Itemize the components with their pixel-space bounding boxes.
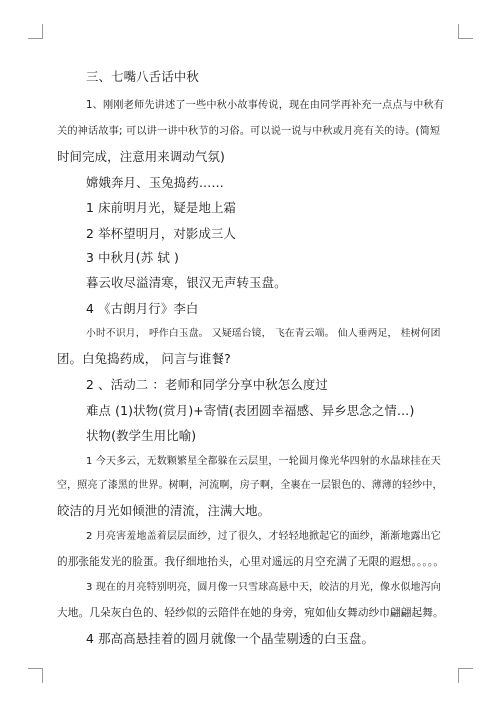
paragraph-line: 4 那高高悬挂着的圆月就像一个晶莹剔透的白玉盘。 (86, 631, 375, 646)
paragraph-line: 皎洁的月光如倾泄的清流，注满大地。 (57, 503, 271, 518)
poem-line: 团。白兔捣药成， 问言与谁餐? (57, 351, 231, 366)
crop-mark-bottom-left-h (28, 668, 43, 669)
paragraph-line: 2 月亮害羞地盖着层层面纱，过了很久，才轻轻地掀起它的面纱，渐渐地露出它 (86, 531, 441, 542)
poem-line: 1 床前明月光，疑是地上霜 (86, 200, 237, 215)
paragraph-line: 时间完成，注意用来调动气氛) (57, 149, 226, 164)
paragraph-line: 1、刚刚老师先讲述了一些中秋小故事传说，现在由同学再补充一点点与中秋有 (86, 100, 445, 111)
paragraph-line: 1 今天多云，无数颗繁星全都躲在云层里，一轮圆月像光华四射的水晶球挂在天 (86, 456, 441, 467)
poem-line: 2 举杯望明月，对影成三人 (86, 226, 237, 241)
paragraph-line: 难点 (1)状物(赏月)+寄情(表团圆幸福感、异乡思念之情…) (86, 403, 415, 418)
crop-mark-bottom-right-v (458, 668, 459, 683)
poem-line: 小时不识月， 呼作白玉盘。 又疑瑶台镜， 飞在青云端。 仙人垂两足， 桂树何团 (86, 328, 441, 339)
crop-mark-top-left-h (28, 38, 43, 39)
paragraph-line: 大地。几朵灰白色的、轻纱似的云陪伴在她的身旁，宛如仙女舞动纱巾翩翩起舞。 (57, 607, 444, 619)
crop-mark-top-right-h (458, 38, 473, 39)
paragraph-line: 3 现在的月亮特别明亮，圆月像一只雪球高悬中天，皎洁的月光，像水似地泻向 (86, 582, 441, 593)
crop-mark-top-left-v (42, 24, 43, 39)
section-heading: 三、七嘴八舌话中秋 (86, 69, 199, 84)
crop-mark-top-right-v (458, 24, 459, 39)
paragraph-line: 嫦娥奔月、玉兔捣药…… (86, 175, 224, 190)
poem-line: 4 《古朗月行》李白 (86, 301, 199, 316)
crop-mark-bottom-right-h (458, 668, 473, 669)
poem-line: 暮云收尽溢清寒，银汉无声转玉盘。 (86, 275, 287, 290)
poem-line: 3 中秋月(苏 轼 ) (86, 250, 179, 265)
paragraph-line: 2 、活动二 ：老师和同学分享中秋怎么度过 (86, 377, 328, 392)
paragraph-line: 状物(教学生用比喻) (86, 428, 197, 443)
paragraph-line: 关的神话故事; 可以讲一讲中秋节的习俗。可以说一说与中秋或月亮有关的诗。(简短 (57, 126, 441, 137)
paragraph-line: 空，照亮了漆黑的世界。树啊，河流啊，房子啊，全裹在一层银色的、薄薄的轻纱中， (57, 480, 443, 491)
crop-mark-bottom-left-v (42, 668, 43, 683)
paragraph-line: 的那张能发光的脸蛋。我仔细地抬头，心里对遥远的月空充满了无限的遐想。。。。。 (57, 556, 445, 568)
